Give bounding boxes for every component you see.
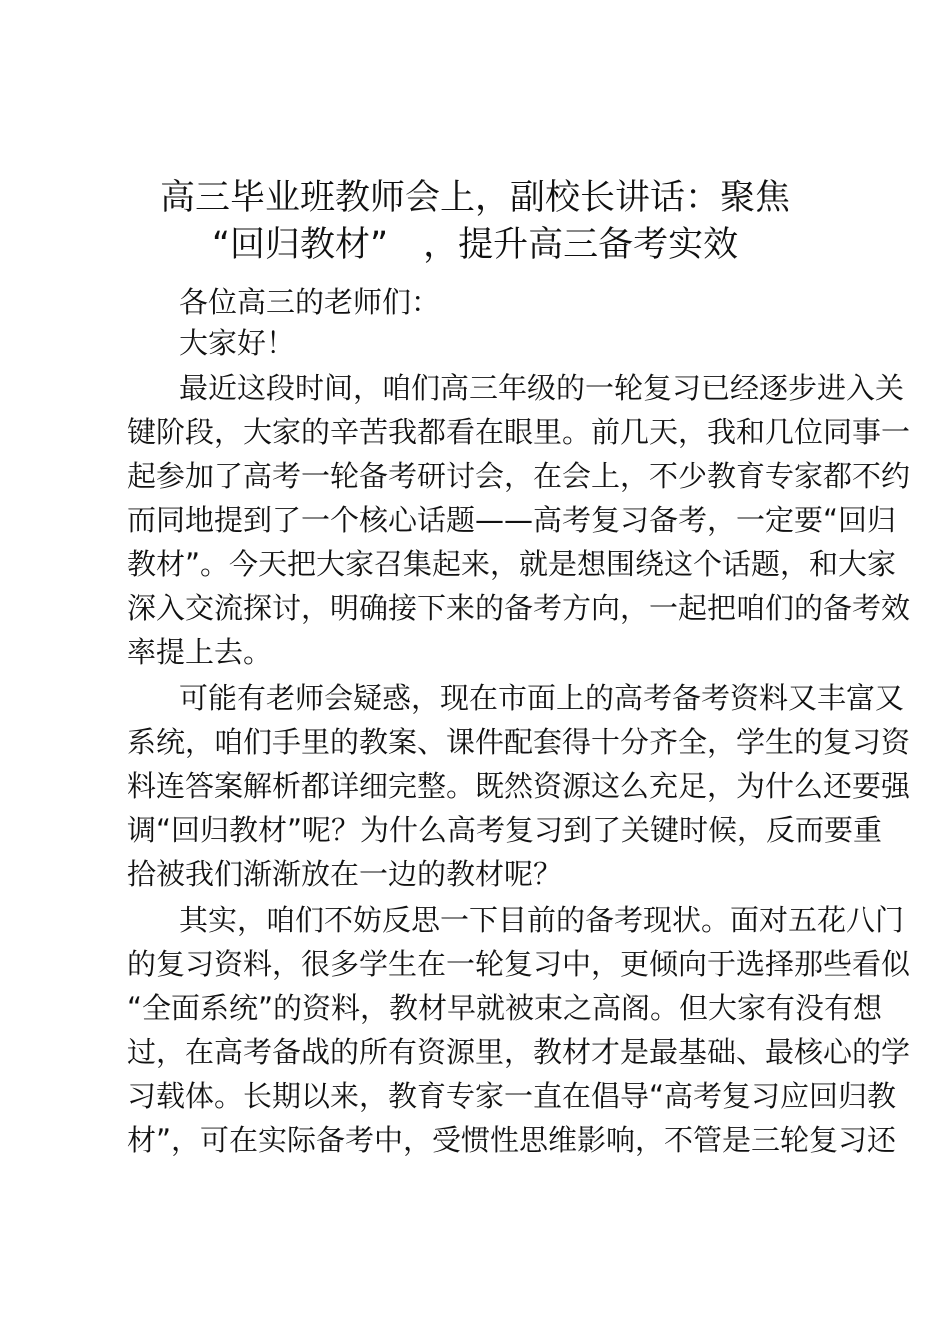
paragraph-3-line: 材”，可在实际备考中，受惯性思维影响，不管是三轮复习还	[127, 1123, 897, 1157]
paragraph-1-line: 教材”。今天把大家召集起来，就是想围绕这个话题，和大家	[127, 547, 897, 581]
paragraph-2-line: 料连答案解析都详细完整。既然资源这么充足，为什么还要强	[127, 769, 911, 803]
salutation: 各位高三的老师们：	[179, 285, 441, 319]
greeting: 大家好！	[179, 326, 296, 360]
paragraph-1-line: 起参加了高考一轮备考研讨会，在会上，不少教育专家都不约	[127, 459, 911, 493]
paragraph-3-line: 其实，咱们不妨反思一下目前的备考现状。面对五花八门	[179, 903, 905, 937]
paragraph-2-line: 系统，咱们手里的教案、课件配套得十分齐全，学生的复习资	[127, 725, 911, 759]
paragraph-3-line: 的复习资料，很多学生在一轮复习中，更倾向于选择那些看似	[127, 947, 911, 981]
paragraph-1-line: 而同地提到了一个核心话题——高考复习备考，一定要“回归	[127, 503, 897, 537]
paragraph-3-line: 过，在高考备战的所有资源里，教材才是最基础、最核心的学	[127, 1035, 911, 1069]
paragraph-2-line: 可能有老师会疑惑，现在市面上的高考备考资料又丰富又	[179, 681, 905, 715]
paragraph-1-line: 键阶段，大家的辛苦我都看在眼里。前几天，我和几位同事一	[127, 415, 911, 449]
paragraph-1-line: 率提上去。	[127, 635, 273, 669]
paragraph-1-line: 最近这段时间，咱们高三年级的一轮复习已经逐步进入关	[179, 371, 905, 405]
paragraph-2-line: 拾被我们渐渐放在一边的教材呢？	[127, 857, 563, 891]
paragraph-3-line: “全面系统”的资料，教材早就被束之高阁。但大家有没有想	[127, 991, 883, 1025]
document-title-line-2: “回归教材” ，提升高三备考实效	[211, 225, 739, 265]
paragraph-1-line: 深入交流探讨，明确接下来的备考方向，一起把咱们的备考效	[127, 591, 911, 625]
paragraph-2-line: 调“回归教材”呢？为什么高考复习到了关键时候，反而要重	[127, 813, 883, 847]
document-title-line-1: 高三毕业班教师会上，副校长讲话：聚焦	[159, 178, 790, 218]
paragraph-3-line: 习载体。长期以来，教育专家一直在倡导“高考复习应回归教	[127, 1079, 897, 1113]
